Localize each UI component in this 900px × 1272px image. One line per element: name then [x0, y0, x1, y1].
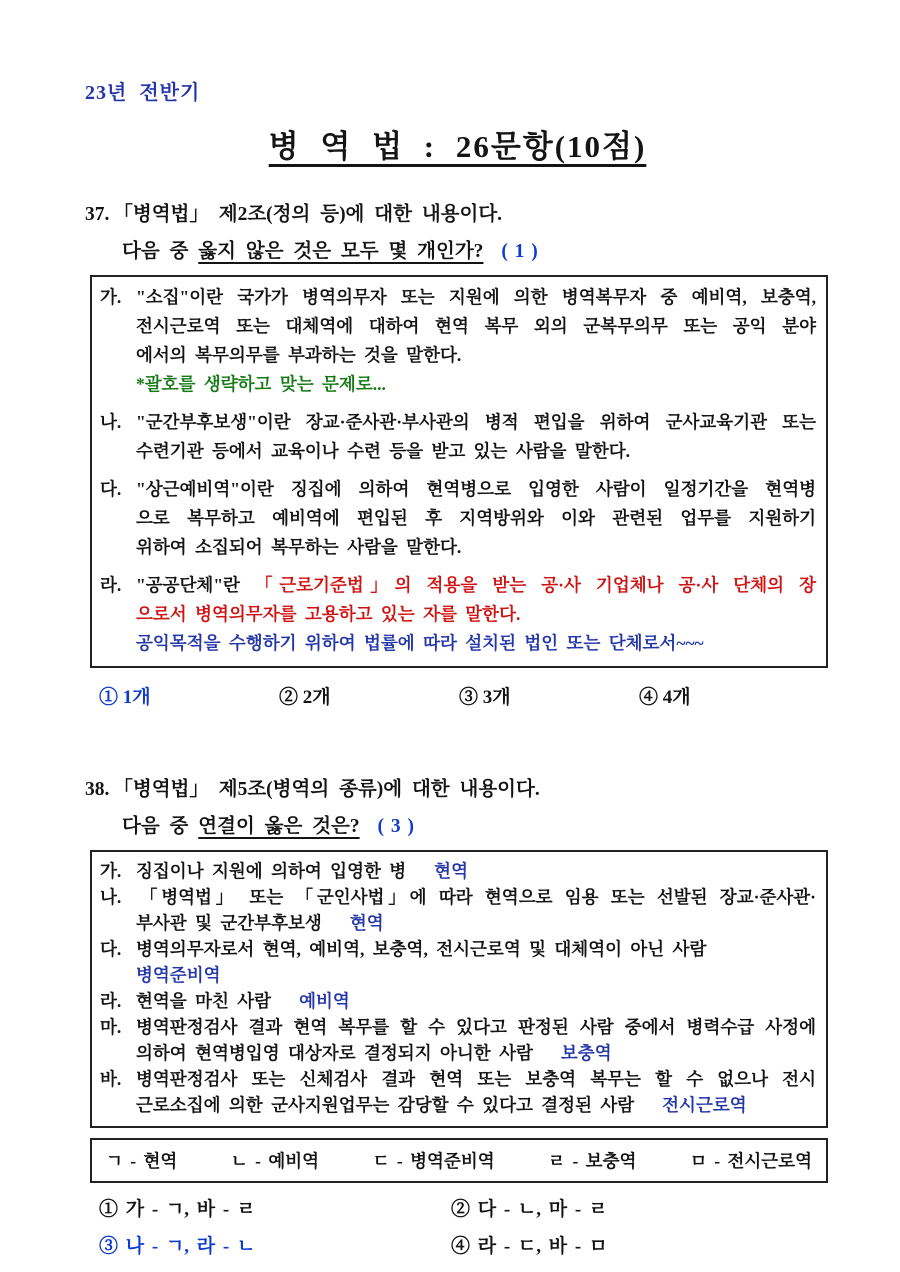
- box-item-line: [100, 283, 816, 312]
- question-37-box: [90, 275, 828, 668]
- item-label: 가.: [100, 287, 122, 307]
- item-label: 다.: [100, 479, 122, 499]
- box-item-line: [100, 600, 816, 629]
- option-1: ① 가 - ㄱ, 바 - ㄹ: [99, 1199, 256, 1220]
- box-item-line: [100, 437, 816, 466]
- box-item: [100, 1066, 816, 1118]
- box-item-line: [100, 988, 816, 1014]
- legend-item: ㅁ - 전시근로역: [689, 1151, 812, 1171]
- answer-key-38: ( 3 ): [377, 816, 414, 837]
- item-label: 라.: [100, 991, 122, 1011]
- legend-item: ㄴ - 예비역: [230, 1151, 320, 1171]
- prompt-underlined: 옳지 않은 것은 모두 몇 개인가?: [198, 241, 484, 262]
- item-label: 나.: [100, 412, 122, 432]
- option-4: ④ 4개: [639, 687, 691, 708]
- prompt-prefix: 다음 중: [122, 241, 189, 262]
- box-item: [100, 408, 816, 466]
- text-segment: 근로소집에 의한 군사지원업무는 감당할 수 있다고 결정된 사람: [136, 1095, 635, 1115]
- option-2: ② 2개: [279, 687, 331, 708]
- text-segment: 수련기관 등에서 교육이나 수련 등을 받고 있는 사람을 말한다.: [136, 441, 630, 461]
- text-segment: "군간부후보생"이란 장교·준사관·부사관의 병적 편입을 위하여 군사교육기관 또는: [136, 412, 816, 432]
- box-item: [100, 936, 816, 988]
- item-label: 다.: [100, 939, 122, 959]
- question-37-intro: 「병역법」 제2조(정의 등)에 대한 내용이다.: [113, 204, 503, 225]
- text-segment: 병역판정검사 또는 신체검사 결과 현역 또는 보충역 복무는 할 수 없으나 전시: [136, 1069, 816, 1089]
- box-item-line: [100, 408, 816, 437]
- item-label: 바.: [100, 1069, 122, 1089]
- box-item-line: [100, 629, 816, 658]
- question-38: [85, 773, 830, 1262]
- box-item-line: [100, 504, 816, 533]
- prompt-prefix: 다음 중: [122, 816, 189, 837]
- box-item: [100, 283, 816, 399]
- item-label: 가.: [100, 861, 122, 881]
- item-label: 라.: [100, 575, 122, 595]
- option-3: ③ 3개: [459, 687, 511, 708]
- box-item: [100, 858, 816, 884]
- text-segment: 징집이나 지원에 의하여 입영한 병: [136, 861, 407, 881]
- box-item-line: [100, 370, 816, 399]
- text-segment: 에서의 복무의무를 부과하는 것을 말한다.: [136, 345, 462, 365]
- box-item-line: [100, 312, 816, 341]
- option-2: ② 다 - ㄴ, 마 - ㄹ: [451, 1199, 608, 1220]
- legend-box: [90, 1138, 828, 1183]
- text-segment: 보충역: [560, 1043, 612, 1063]
- box-item-line: [100, 910, 816, 936]
- box-item-line: [100, 475, 816, 504]
- option-1: ① 1개: [99, 687, 151, 708]
- text-segment: 부사관 및 군간부후보생: [136, 913, 322, 933]
- box-item-line: [100, 1040, 816, 1066]
- box-item-line: [100, 858, 816, 884]
- legend-item: ㄹ - 보충역: [548, 1151, 637, 1171]
- legend-item: ㄷ - 병역준비역: [372, 1151, 495, 1171]
- question-37: [85, 198, 830, 709]
- box-item-line: [100, 1014, 816, 1040]
- box-item-line: [100, 1066, 816, 1092]
- text-segment: *괄호를 생략하고 맞는 문제로...: [136, 374, 386, 394]
- answer-key-37: ( 1 ): [501, 241, 538, 262]
- box-item-line: [100, 962, 816, 988]
- text-segment: 의하여 현역병입영 대상자로 결정되지 아니한 사람: [136, 1043, 533, 1063]
- question-38-prompt: [85, 810, 830, 838]
- question-38-options: [85, 1195, 830, 1262]
- question-37-number: 37.: [85, 204, 110, 225]
- box-item: [100, 884, 816, 936]
- box-item-line: [100, 936, 816, 962]
- term-label: 23년 전반기: [85, 82, 201, 104]
- text-segment: "상근예비역"이란 징집에 의하여 현역병으로 입영한 사람이 일정기간을 현역병: [136, 479, 816, 499]
- page-title: 병 역 법 : 26문항(10점): [268, 129, 647, 164]
- prompt-underlined: 연결이 옳은 것은?: [198, 816, 360, 837]
- question-37-options: [85, 682, 830, 709]
- box-item: [100, 475, 816, 562]
- box-item-line: [100, 341, 816, 370]
- text-segment: 공익목적을 수행하기 위하여 법률에 따라 설치된 법인 또는 단체로서~~~: [136, 633, 704, 653]
- text-segment: 「근로기준법」의 적용을 받는 공·사 기업체나 공·사 단체의 장: [255, 575, 816, 595]
- question-38-intro: 「병역법」 제5조(병역의 종류)에 대한 내용이다.: [113, 779, 540, 800]
- box-item-line: [100, 884, 816, 910]
- legend-item: ㄱ - 현역: [106, 1151, 178, 1171]
- text-segment: 병역의무자로서 현역, 예비역, 보충역, 전시근로역 및 대체역이 아닌 사람: [136, 939, 707, 959]
- text-segment: 「병역법」 또는 「군인사법」에 따라 현역으로 임용 또는 선발된 장교·준사관·: [136, 887, 816, 907]
- option-4: ④ 라 - ㄷ, 바 - ㅁ: [451, 1236, 608, 1257]
- text-segment: 현역을 마친 사람: [136, 991, 272, 1011]
- box-item-line: [100, 571, 816, 600]
- box-item-line: [100, 1092, 816, 1118]
- question-38-number: 38.: [85, 779, 110, 800]
- text-segment: "소집"이란 국가가 병역의무자 또는 지원에 의한 병역복무자 중 예비역, 보충역,: [136, 287, 816, 307]
- text-segment: 예비역: [299, 991, 350, 1011]
- text-segment: 현역: [434, 861, 468, 881]
- question-37-head: [85, 198, 830, 226]
- text-segment: 병역준비역: [136, 965, 221, 985]
- box-item-line: [100, 533, 816, 562]
- text-segment: 현역: [349, 913, 384, 933]
- box-item: [100, 988, 816, 1014]
- text-segment: 으로서 병역의무자를 고용하고 있는 자를 말한다.: [136, 604, 521, 624]
- text-segment: "공공단체"란: [136, 575, 256, 595]
- question-38-box: [90, 850, 828, 1128]
- box-item: [100, 571, 816, 658]
- text-segment: 전시근로역 또는 대체역에 대하여 현역 복무 외의 군복무의무 또는 공익 분야: [136, 316, 816, 336]
- question-38-head: [85, 773, 830, 801]
- text-segment: 위하여 소집되어 복무하는 사람을 말한다.: [136, 537, 462, 557]
- text-segment: 으로 복무하고 예비역에 편입된 후 지역방위와 이와 관련된 업무를 지원하기: [136, 508, 816, 528]
- item-label: 나.: [100, 887, 122, 907]
- text-segment: 병역판정검사 결과 현역 복무를 할 수 있다고 판정된 사람 중에서 병력수급 사정에: [136, 1017, 816, 1037]
- text-segment: 전시근로역: [662, 1095, 747, 1115]
- title-row: [85, 121, 830, 166]
- box-item: [100, 1014, 816, 1066]
- question-37-prompt: [85, 235, 830, 263]
- option-3: ③ 나 - ㄱ, 라 - ㄴ: [99, 1236, 256, 1257]
- item-label: 마.: [100, 1017, 122, 1037]
